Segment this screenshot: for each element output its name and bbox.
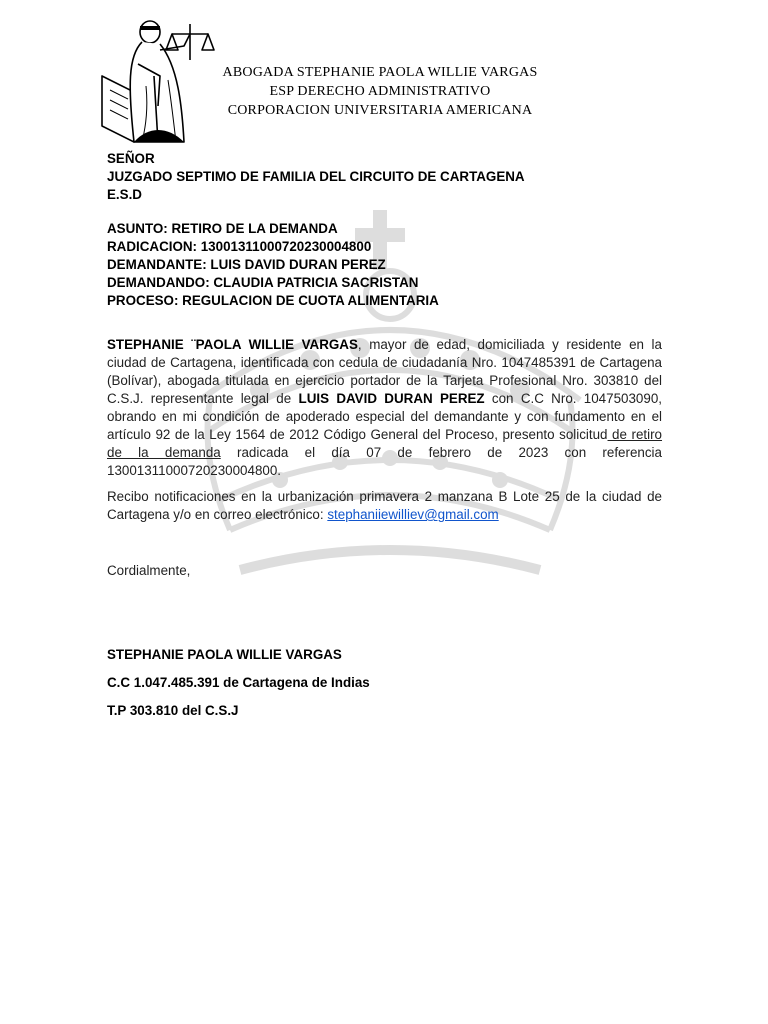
asunto-line: ASUNTO: RETIRO DE LA DEMANDA	[107, 221, 338, 236]
attorney-name: STEPHANIE ¨PAOLA WILLIE VARGAS	[107, 337, 358, 352]
p1-underlined-text: de retiro de la demanda	[107, 427, 663, 460]
p2-text: Recibo notificaciones en la urbanización primavera 2 manzana B Lote 25 de la ciudad de Cartagena y/o en correo electrónico:	[107, 489, 662, 522]
radicacion-line: RADICACION: 13001311000720230004800	[107, 239, 372, 254]
demandando-line: DEMANDANDO: CLAUDIA PATRICIA SACRISTAN	[107, 275, 419, 290]
salutation: SEÑOR	[107, 151, 155, 166]
client-name: LUIS DAVID DURAN PEREZ	[298, 391, 485, 406]
signature-tp: T.P 303.810 del C.S.J	[107, 703, 239, 718]
closing: Cordialmente,	[107, 563, 191, 578]
signature-name: STEPHANIE PAOLA WILLIE VARGAS	[107, 647, 342, 662]
signature-block	[107, 646, 662, 720]
esd-line: E.S.D	[107, 187, 142, 202]
recipient-block	[107, 150, 662, 204]
letterhead-university: CORPORACION UNIVERSITARIA AMERICANA	[227, 103, 533, 118]
court-name: JUZGADO SEPTIMO DE FAMILIA DEL CIRCUITO DE CARTAGENA	[107, 169, 525, 184]
p1-text-c: radicada el día 07 de febrero de 2023 con referencia 13001311000720230004800.	[107, 445, 662, 478]
email-link[interactable]: stephaniiewilliev@gmail.com	[327, 507, 499, 522]
case-details	[107, 220, 662, 310]
letterhead-specialty: ESP DERECHO ADMINISTRATIVO	[269, 84, 491, 99]
proceso-line: PROCESO: REGULACION DE CUOTA ALIMENTARIA	[107, 293, 439, 308]
signature-cc: C.C 1.047.485.391 de Cartagena de Indias	[107, 675, 370, 690]
body-paragraph-2	[107, 488, 662, 524]
p1-text-a: , mayor de edad, domiciliada y residente en la ciudad de Cartagena, identificada con cedula de ciudadanía Nro. 1047485391 de Cartagena (Bolívar), abogada titulada en ejercicio portador de la Tarjeta Profesional Nro. 303810 del C.S.J. representante legal de	[107, 337, 662, 406]
letterhead-name: ABOGADA STEPHANIE PAOLA WILLIE VARGAS	[222, 65, 538, 80]
body-paragraph-1	[107, 336, 662, 480]
letterhead	[180, 63, 580, 120]
demandante-line: DEMANDANTE: LUIS DAVID DURAN PEREZ	[107, 257, 386, 272]
p1-text-b: con C.C Nro. 1047503090, obrando en mi condición de apoderado especial del demandante y con fundamento en el artículo 92 de la Ley 1564 de 2012 Código General del Proceso, presento solicitud	[107, 391, 662, 442]
